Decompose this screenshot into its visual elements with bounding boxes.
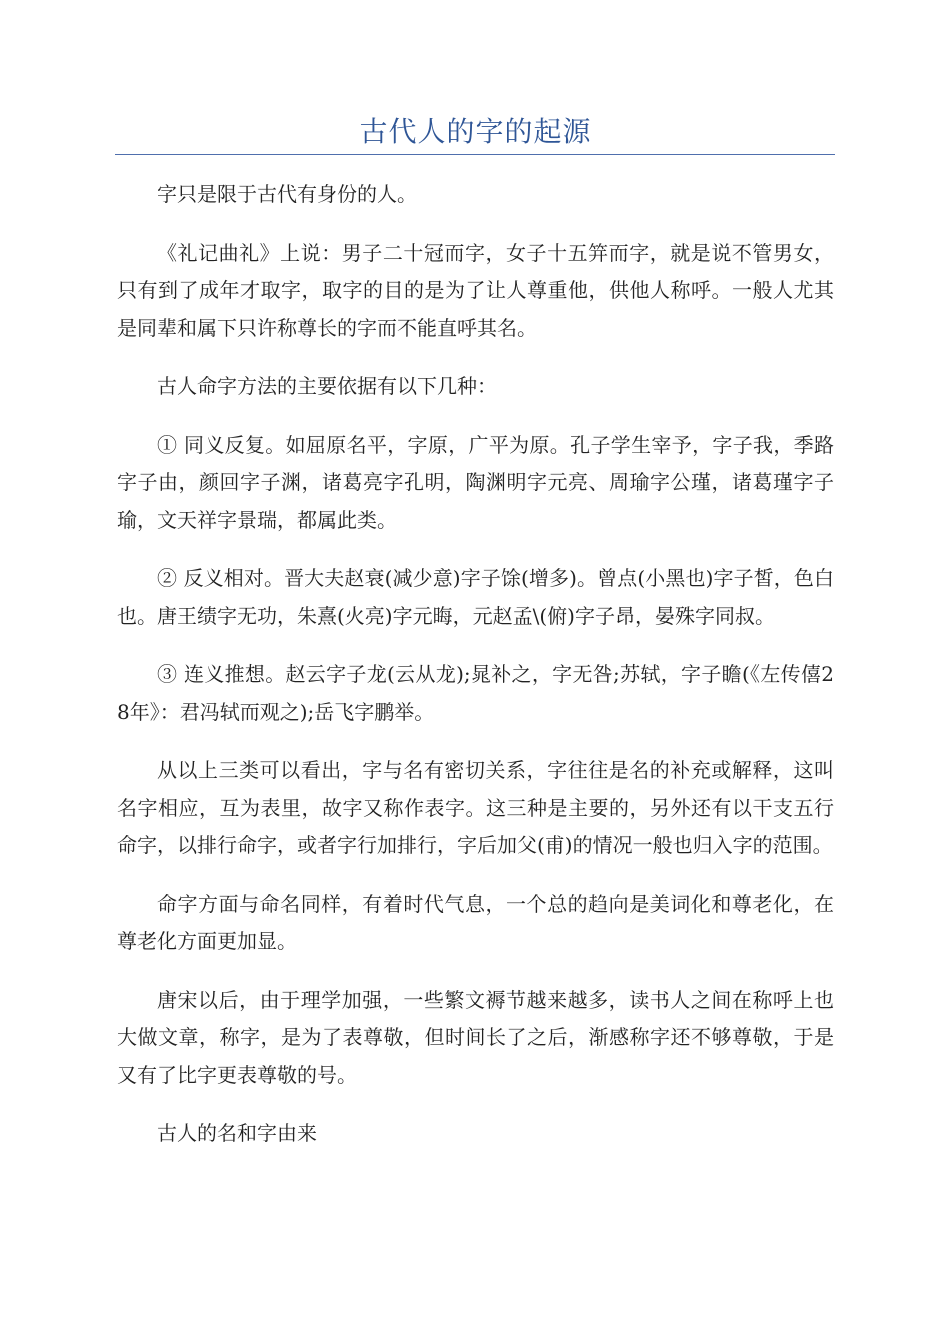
paragraph: 古人的名和字由来 <box>157 1121 317 1145</box>
paragraph: ② 反义相对。晋大夫赵衰(减少意)字子馀(增多)。曾点(小黑也)字子皙，色白也。唐王绩字无功，朱熹(火亮)字元晦，元赵孟\(俯)字子昂，晏殊字同叔。 <box>117 566 834 628</box>
paragraph: 唐宋以后，由于理学加强，一些繁文褥节越来越多，读书人之间在称呼上也大做文章，称字，是为了表尊敬，但时间长了之后，渐感称字还不够尊敬，于是又有了比字更表尊敬的号。 <box>117 987 834 1087</box>
document-title: 古代人的字的起源 <box>359 115 592 148</box>
paragraph: 字只是限于古代有身份的人。 <box>157 182 417 206</box>
paragraph: 古人命字方法的主要依据有以下几种： <box>157 374 497 398</box>
paragraph: 命字方面与命名同样，有着时代气息，一个总的趋向是美词化和尊老化，在尊老化方面更加显。 <box>117 891 834 953</box>
paragraph: ① 同义反复。如屈原名平，字原，广平为原。孔子学生宰予，字子我，季路字子由，颜回字子渊，诸葛亮字孔明，陶渊明字元亮、周瑜字公瑾，诸葛瑾字子瑜，文天祥字景瑞，都属此类。 <box>117 432 834 532</box>
title-underline <box>115 154 835 155</box>
paragraph: 《礼记曲礼》上说：男子二十冠而字，女子十五笄而字，就是说不管男女，只有到了成年才取字，取字的目的是为了让人尊重他，供他人称呼。一般人尤其是同辈和属下只许称尊长的字而不能直呼其名。 <box>117 240 834 340</box>
paragraph: 从以上三类可以看出，字与名有密切关系，字往往是名的补充或解释，这叫名字相应，互为表里，故字又称作表字。这三种是主要的，另外还有以干支五行命字，以排行命字，或者字行加排行，字后加父(甫)的情况一般也归入字的范围。 <box>117 758 834 857</box>
document-body <box>117 176 834 1174</box>
paragraph: ③ 连义推想。赵云字子龙(云从龙);晁补之，字无咎;苏轼，字子瞻(《左传僖28年》：君冯轼而观之);岳飞字鹏举。 <box>117 662 834 724</box>
